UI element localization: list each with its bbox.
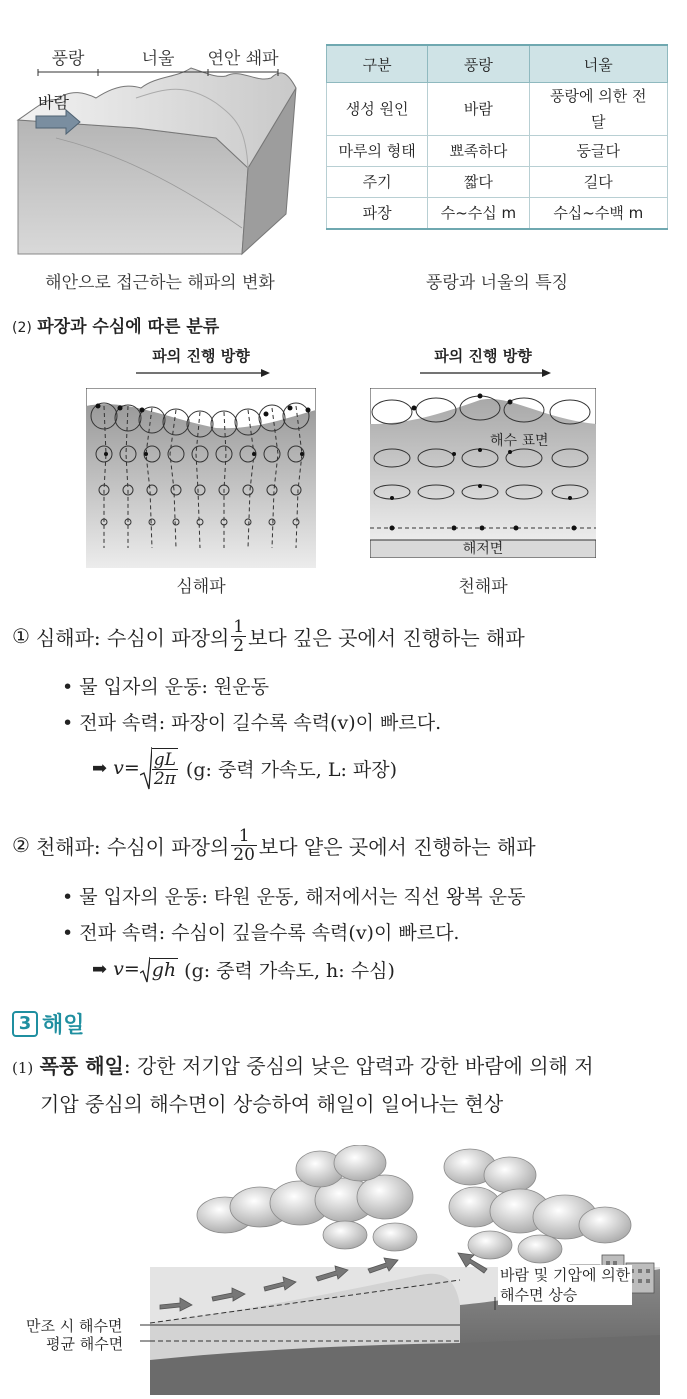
deep-bullet-2 — [62, 708, 441, 735]
deep-direction — [86, 345, 316, 375]
seabed-label: 해저면 — [462, 541, 504, 557]
fraction-numerator: gL — [153, 750, 176, 770]
deep-figure-caption: 심해파 — [176, 577, 226, 597]
deep-water-definition — [12, 612, 525, 660]
section-2-title: 파장과 수심에 따른 분류 — [37, 317, 220, 337]
shallow-bullet-1-text: 물 입자의 운동: 타원 운동, 해저에서는 직선 왕복 운동 — [79, 886, 526, 908]
deep-wave-orbit-svg — [86, 388, 316, 568]
table-cell: 짧다 — [428, 167, 529, 198]
table-cell: 길다 — [529, 167, 667, 198]
gh-radicand: gh — [151, 958, 177, 981]
deep-bullet-1-text: 물 입자의 운동: 원운동 — [79, 676, 269, 698]
half-fraction — [231, 618, 246, 655]
shallow-water-lead: 천해파: 수심이 파장의 — [35, 834, 230, 859]
sqrt-sign-icon — [140, 955, 150, 983]
segment-label-windwave: 풍랑 — [36, 44, 100, 69]
table-row — [327, 136, 668, 167]
section-2-marker: (2) — [12, 320, 32, 336]
velocity-symbol: v — [113, 757, 124, 779]
table-header-cell: 너울 — [529, 45, 667, 83]
storm-surge-figure — [0, 1145, 687, 1395]
deep-direction-label: 파의 진행 방향 — [152, 347, 250, 365]
table-row — [327, 83, 668, 136]
high-tide-level-label: 만조 시 해수면 — [26, 1317, 123, 1335]
section-3-title: 해일 — [42, 1013, 85, 1038]
equals-sign: = — [123, 757, 140, 779]
deep-water-lead: 심해파: 수심이 파장의 — [35, 625, 230, 650]
shallow-direction — [370, 345, 596, 375]
bullet-dot: • — [62, 886, 80, 908]
wave-figure-caption: 해안으로 접근하는 해파의 변화 — [45, 273, 275, 293]
velocity-symbol: v — [113, 958, 124, 980]
storm-surge-line-2-text: 기압 중심의 해수면이 상승하여 해일이 일어나는 현상 — [40, 1092, 504, 1116]
storm-surge-line-2 — [40, 1088, 503, 1117]
gl-over-2pi-fraction — [152, 748, 178, 788]
shallow-formula — [92, 952, 395, 986]
wind-label: 바람 — [38, 93, 69, 112]
shallow-water-tail: 보다 얕은 곳에서 진행하는 해파 — [258, 834, 536, 859]
storm-surge-title: 폭풍 해일 — [39, 1054, 124, 1078]
surge-rise-label — [498, 1265, 632, 1305]
table-cell: 마루의 형태 — [327, 136, 428, 167]
table-cell: 풍랑에 의한 전달 — [529, 83, 667, 136]
shallow-wave-orbit-svg — [370, 388, 596, 558]
fraction-denominator: 20 — [233, 844, 255, 865]
storm-surge-line-1 — [12, 1050, 594, 1079]
section-3-number: 3 — [12, 1011, 38, 1037]
table-row — [327, 167, 668, 198]
shallow-bullet-1 — [62, 882, 525, 909]
surge-rise-label-line-1: 바람 및 기압에 의한 — [500, 1266, 631, 1284]
deep-wave-diagram — [86, 388, 316, 568]
segment-label-breaker: 연안 쇄파 — [202, 44, 284, 69]
shallow-wave-diagram — [370, 388, 596, 558]
shallow-direction-label: 파의 진행 방향 — [434, 347, 532, 365]
storm-surge-marker: (1) — [12, 1059, 34, 1077]
deep-bullet-1 — [62, 672, 269, 699]
mean-sea-level-label: 평균 해수면 — [46, 1335, 124, 1353]
table-cell: 뾰족하다 — [428, 136, 529, 167]
table-cell: 생성 원인 — [327, 83, 428, 136]
fraction-denominator: 2π — [153, 769, 176, 789]
table-cell: 둥글다 — [529, 136, 667, 167]
deep-water-marker: ① — [12, 624, 30, 648]
table-header-cell: 구분 — [327, 45, 428, 83]
fraction-numerator: 1 — [231, 827, 257, 846]
bullet-dot: • — [62, 676, 80, 698]
shallow-water-definition — [12, 820, 536, 870]
sqrt-sign-icon — [140, 745, 152, 791]
section-2-heading — [12, 312, 219, 337]
table-row — [327, 198, 668, 230]
table-cell: 바람 — [428, 83, 529, 136]
wave-change-figure — [16, 28, 302, 260]
shallow-bullet-2 — [62, 918, 459, 945]
one-twentieth-fraction — [231, 827, 257, 864]
section-3-heading — [12, 1008, 85, 1039]
shallow-formula-note: (g: 중력 가속도, h: 수심) — [184, 959, 395, 982]
deep-formula — [92, 742, 397, 794]
table-caption: 풍랑과 너울의 특징 — [425, 273, 569, 293]
shallow-water-marker: ② — [12, 833, 30, 857]
deep-water-tail: 보다 깊은 곳에서 진행하는 해파 — [248, 625, 525, 650]
right-arrow-icon — [86, 367, 316, 379]
table-cell: 주기 — [327, 167, 428, 198]
bullet-dot: • — [62, 712, 80, 734]
table-header-cell: 풍랑 — [428, 45, 529, 83]
bullet-dot: • — [62, 922, 80, 944]
shallow-figure-caption: 천해파 — [458, 577, 508, 597]
equals-sign: = — [123, 958, 140, 980]
surge-rise-label-line-2: 해수면 상승 — [500, 1286, 578, 1304]
table-cell: 파장 — [327, 198, 428, 230]
fraction-numerator: 1 — [233, 616, 245, 637]
sea-surface-label: 해수 표면 — [490, 433, 549, 449]
table-header-row — [327, 45, 668, 83]
table-cell: 수십~수백 m — [529, 198, 667, 230]
segment-label-swell: 너울 — [128, 44, 188, 69]
deep-bullet-2-text: 전파 속력: 파장이 길수록 속력(v)이 빠르다. — [79, 712, 442, 734]
implies-arrow-icon: ➡ — [92, 958, 108, 980]
shallow-bullet-2-text: 전파 속력: 수심이 깊을수록 속력(v)이 빠르다. — [79, 922, 460, 944]
storm-surge-line-1-text: : 강한 저기압 중심의 낮은 압력과 강한 바람에 의해 저 — [123, 1054, 594, 1078]
wave-comparison-table — [326, 44, 668, 230]
fraction-denominator: 2 — [233, 635, 245, 656]
implies-arrow-icon: ➡ — [92, 757, 108, 779]
right-arrow-icon — [370, 367, 596, 379]
deep-formula-note: (g: 중력 가속도, L: 파장) — [185, 758, 398, 781]
table-cell: 수~수십 m — [428, 198, 529, 230]
